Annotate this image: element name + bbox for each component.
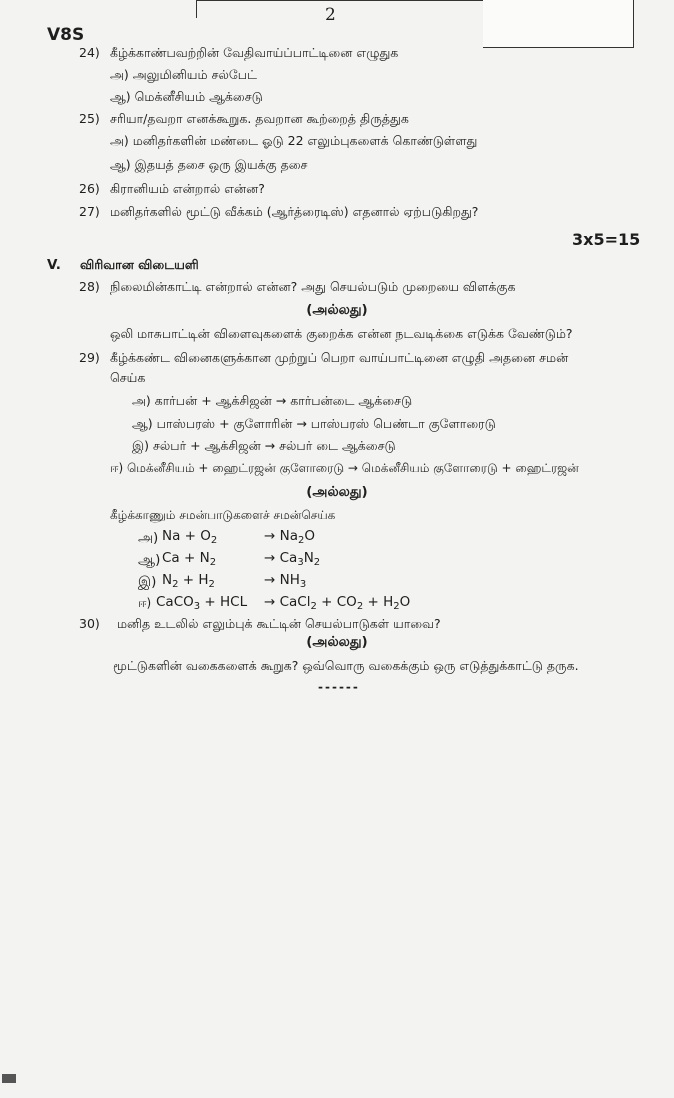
q27-text: மனிதர்களில் மூட்டு வீக்கம் (ஆர்த்ரைடிஸ்) எதனால் ஏற்படுகிறது? [110, 204, 479, 219]
q29-text-line1: கீழ்க்கண்ட வினைகளுக்கான முற்றுப் பெறா வாய்பாட்டினை எழுதி அதனை சமன் [110, 350, 569, 365]
q28-or: (அல்லது) [306, 302, 368, 318]
equation-label: அ) [138, 530, 159, 546]
equation-row [138, 552, 160, 570]
equation-lhs: CaCO$_3$ + HCL [156, 594, 248, 612]
q29-option-a: அ) கார்பன் + ஆக்சிஜன் → கார்பன்டை ஆக்சைடு [132, 393, 413, 408]
equation-label: ஈ) [138, 596, 152, 610]
q29-text-line2: செய்க [110, 370, 146, 385]
q24-option-b: ஆ) மெக்னீசியம் ஆக்சைடு [110, 89, 263, 104]
q26-text: கிரானியம் என்றால் என்ன? [110, 181, 265, 196]
equation-rhs: → CaCl$_2$ + $CO_2 + H_2O$ [264, 594, 411, 612]
q29-option-c: இ) சல்பர் + ஆக்சிஜன் → சல்பர் டை ஆக்சைடு [132, 438, 396, 453]
header-box [483, 0, 634, 48]
q29-option-d: ஈ) மெக்னீசியம் + ஹைட்ரஜன் குளோரைடு → மெக்னீசியம் குளோரைடு + ஹைட்ரஜன் [110, 461, 579, 475]
equation-row [138, 530, 158, 548]
equation-lhs: $Ca + N_2$ [162, 550, 217, 568]
q29-alternative-title: கீழ்க்காணும் சமன்பாடுகளைச் சமன்செய்க [110, 508, 336, 522]
q24-option-a: அ) அலுமினியம் சல்பேட் [110, 67, 257, 82]
section-marks: 3x5=15 [572, 230, 641, 249]
equation-rhs: → $Na_2O$ [264, 528, 315, 546]
equation-label: இ) [138, 574, 157, 590]
q30-text: மனித உடலில் எலும்புக் கூட்டின் செயல்பாடுகள் யாவை? [117, 616, 441, 631]
q27-number: 27) [79, 204, 100, 219]
q28-number: 28) [79, 279, 100, 294]
q25-option-b: ஆ) இதயத் தசை ஒரு இயக்கு தசை [110, 157, 308, 172]
section-number: V. [47, 257, 61, 273]
scan-smudge [2, 1074, 16, 1083]
equation-row [138, 596, 151, 612]
section-title: விரிவான விடையளி [80, 257, 199, 272]
q25-text: சரியா/தவறா எனக்கூறுக. தவறான கூற்றைத் திருத்துக [110, 111, 409, 126]
q30-number: 30) [79, 616, 100, 631]
q30-alternative: மூட்டுகளின் வகைகளைக் கூறுக? ஒவ்வொரு வகைக்கும் ஒரு எடுத்துக்காட்டு தருக. [113, 658, 579, 673]
q25-option-a: அ) மனிதர்களின் மண்டை ஓடு 22 எலும்புகளைக் கொண்டுள்ளது [110, 133, 478, 148]
equation-label: ஆ) [138, 552, 161, 568]
q24-text: கீழ்க்காண்பவற்றின் வேதிவாய்ப்பாட்டினை எழுதுக [110, 45, 399, 60]
equation-rhs: → $Ca_3N_2$ [264, 550, 321, 568]
equation-row [138, 574, 156, 592]
q29-number: 29) [79, 350, 100, 365]
q24-number: 24) [79, 45, 100, 60]
q28-text: நிலைமின்காட்டி என்றால் என்ன? அது செயல்படும் முறையை விளக்குக [110, 279, 516, 294]
end-of-paper-mark: ------ [318, 680, 360, 694]
page-number: 2 [325, 5, 336, 25]
q28-alternative: ஒலி மாசுபாட்டின் விளைவுகளைக் குறைக்க என்ன நடவடிக்கை எடுக்க வேண்டும்? [110, 326, 573, 341]
q29-or: (அல்லது) [306, 484, 368, 500]
header-rule-tick [196, 0, 197, 18]
equation-lhs: $N_2 + H_2$ [162, 572, 215, 590]
paper-code: V8S [47, 25, 85, 45]
q25-number: 25) [79, 111, 100, 126]
equation-rhs: → $NH_3$ [264, 572, 307, 590]
q26-number: 26) [79, 181, 100, 196]
q30-or: (அல்லது) [306, 634, 368, 650]
q29-option-b: ஆ) பாஸ்பரஸ் + குளோரின் → பாஸ்பரஸ் பெண்டா குளோரைடு [132, 416, 496, 431]
equation-lhs: $Na + O_2$ [162, 528, 218, 546]
